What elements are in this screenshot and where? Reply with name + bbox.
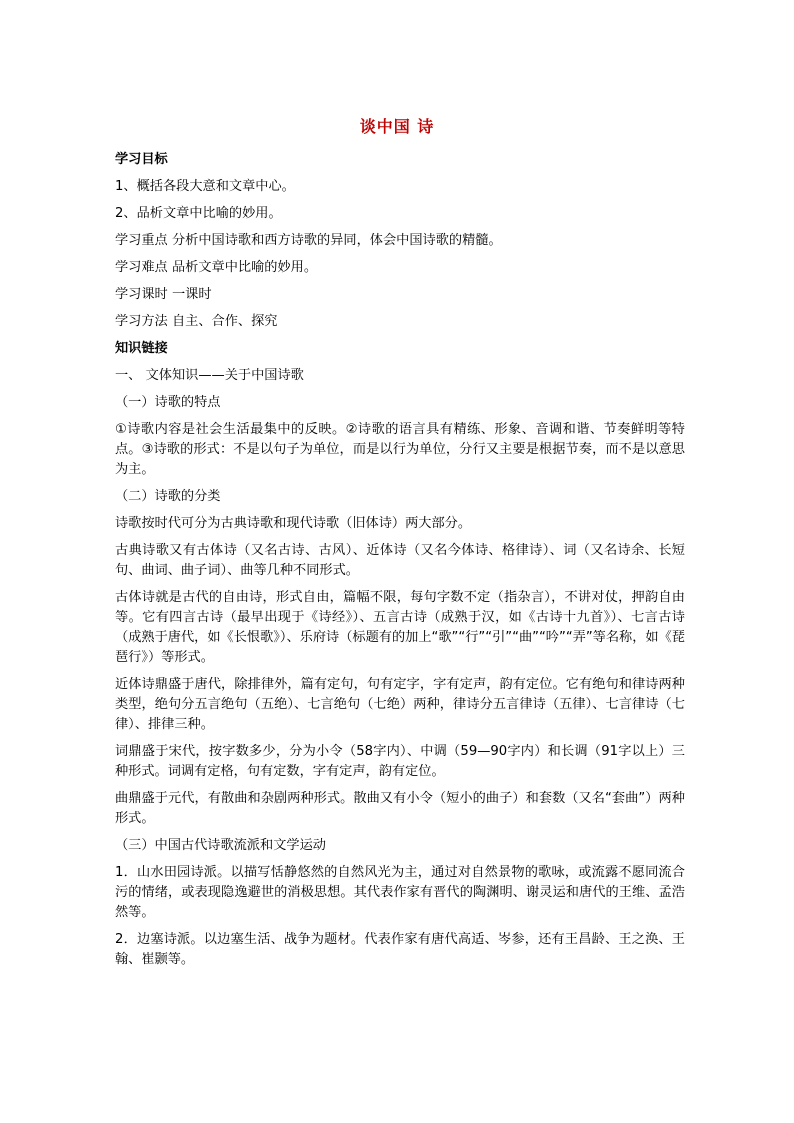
- paragraph-modern-style: 近体诗鼎盛于唐代，除排律外，篇有定句，句有定字，字有定声，韵有定位。它有绝句和律诗两种类型，绝句分五言绝句（五绝）、七言绝句（七绝）两种，律诗分五言律诗（五律）、七言律诗（七律）、排律三种。: [115, 677, 685, 732]
- goal-item-2: 2、品析文章中比喻的妙用。: [115, 206, 282, 221]
- study-focus: 学习重点 分析中国诗歌和西方诗歌的异同，体会中国诗歌的精髓。: [115, 233, 502, 248]
- knowledge-subtitle: 一、 文体知识——关于中国诗歌: [115, 368, 304, 383]
- goal-item-1: 1、概括各段大意和文章中心。: [115, 179, 295, 194]
- section-heading-knowledge: 知识链接: [115, 341, 168, 356]
- study-hours: 学习课时 一课时: [115, 287, 212, 302]
- paragraph-classification: 诗歌按时代可分为古典诗歌和现代诗歌（旧体诗）两大部分。: [115, 516, 472, 531]
- document-body: [115, 150, 685, 977]
- subsection-classification: （二）诗歌的分类: [115, 489, 221, 504]
- paragraph-classical-forms: 古典诗歌又有古体诗（又名古诗、古风）、近体诗（又名今体诗、格律诗）、词（又名诗余、长短句、曲词、曲子词）、曲等几种不同形式。: [115, 543, 685, 578]
- subsection-features: （一）诗歌的特点: [115, 395, 221, 410]
- paragraph-qu: 曲鼎盛于元代，有散曲和杂剧两种形式。散曲又有小令（短小的曲子）和套数（又名“套曲”）两种形式。: [115, 791, 685, 826]
- section-heading-goals: 学习目标: [115, 152, 168, 167]
- paragraph-features: ①诗歌内容是社会生活最集中的反映。②诗歌的语言具有精练、形象、音调和谐、节奏鲜明等特点。③诗歌的形式：不是以句子为单位，而是以行为单位，分行又主要是根据节奏，而不是以意思为主。: [115, 422, 685, 477]
- subsection-schools: （三）中国古代诗歌流派和文学运动: [115, 838, 326, 853]
- study-difficulty: 学习难点 品析文章中比喻的妙用。: [115, 260, 318, 275]
- paragraph-ci: 词鼎盛于宋代，按字数多少，分为小令（58字内）、中调（59—90字内）和长调（91字以上）三种形式。词调有定格，句有定数，字有定声，韵有定位。: [115, 744, 685, 779]
- paragraph-ancient-poetry: 古体诗就是古代的自由诗，形式自由，篇幅不限，每句字数不定（指杂言），不讲对仗，押韵自由等。它有四言古诗（最早出现于《诗经》）、五言古诗（成熟于汉，如《古诗十九首》）、七言古诗（成熟于唐代，如《长恨歌》）、乐府诗（标题有的加上“歌”“行”“引”“曲”“吟”“弄”等名称，如《琵琶行》）等形式。: [115, 590, 685, 665]
- study-method: 学习方法 自主、合作、探究: [115, 314, 278, 329]
- page-title: 谈中国 诗: [359, 117, 435, 136]
- paragraph-landscape-school: 1．山水田园诗派。以描写恬静悠然的自然风光为主，通过对自然景物的歌咏，或流露不愿同流合污的情绪，或表现隐逸避世的消极思想。其代表作家有晋代的陶渊明、谢灵运和唐代的王维、孟浩然等。: [115, 865, 685, 920]
- paragraph-frontier-school: 2．边塞诗派。以边塞生活、战争为题材。代表作家有唐代高适、岑参，还有王昌龄、王之涣、王翰、崔颢等。: [115, 932, 685, 967]
